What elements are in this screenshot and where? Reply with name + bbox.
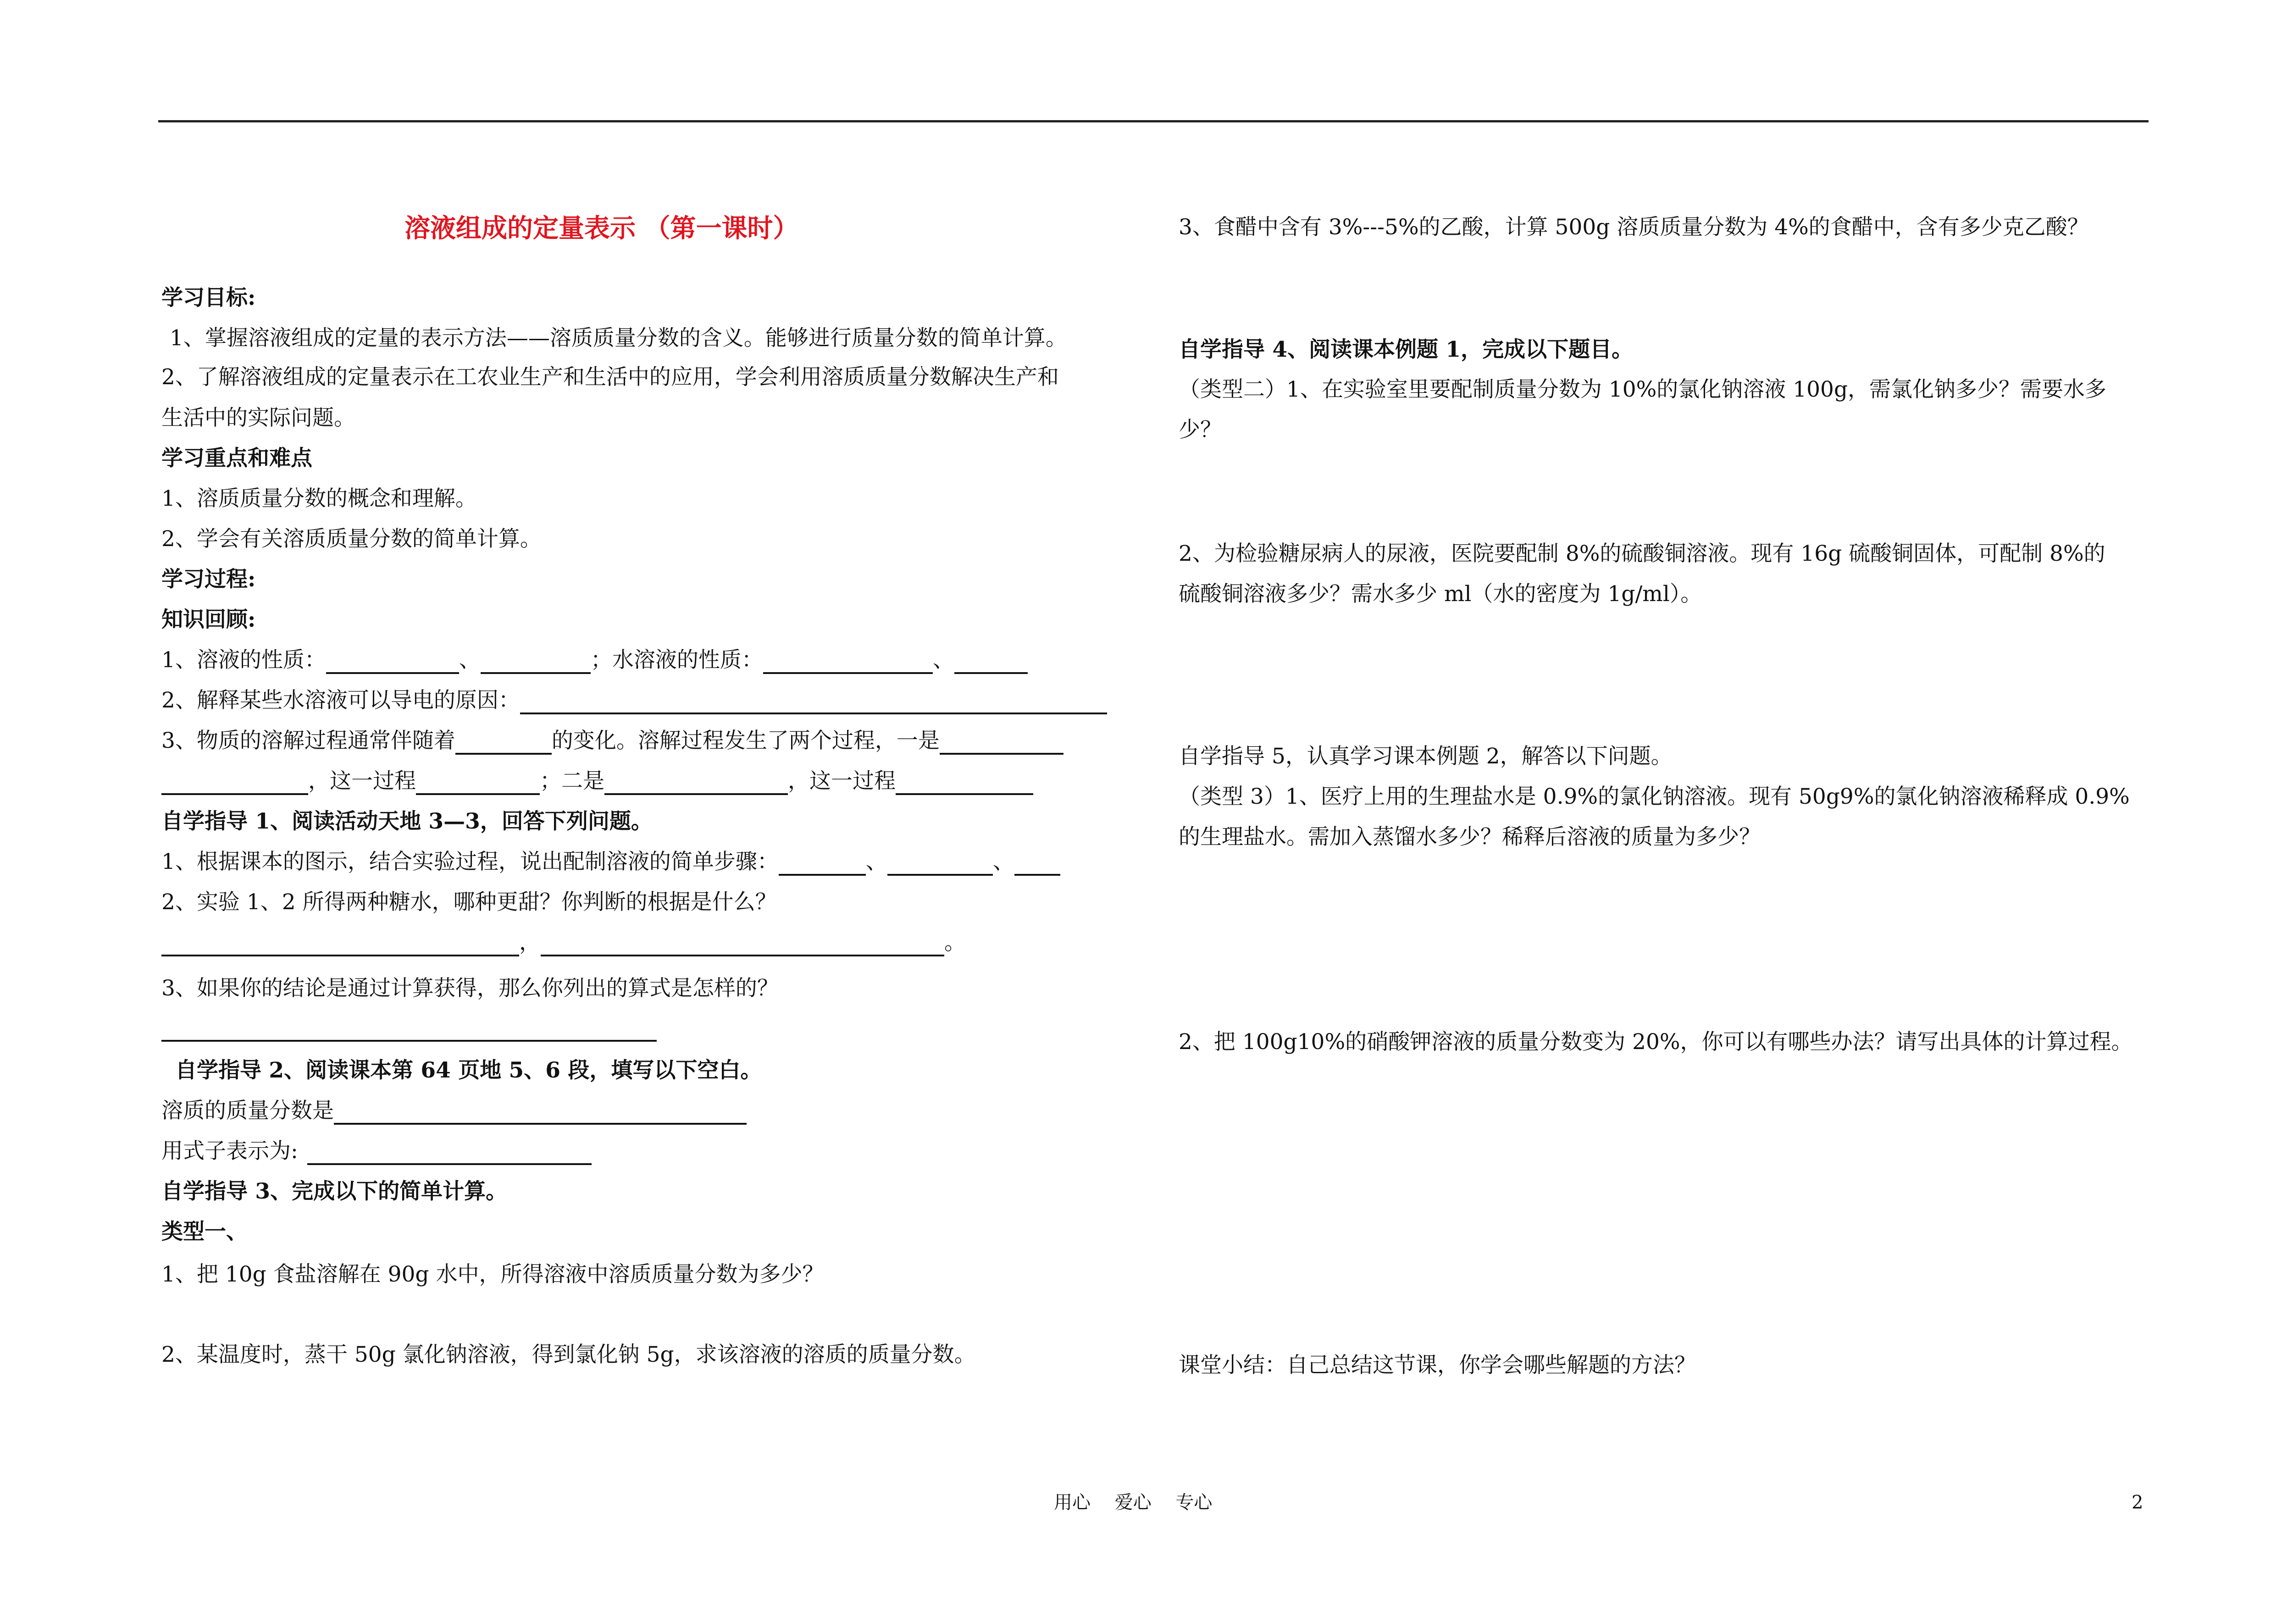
blank-field[interactable] <box>481 651 591 674</box>
guide-3-heading: 自学指导 3、完成以下的简单计算。 <box>161 1179 508 1204</box>
guide-4-q1-line1: （类型二）1、在实验室里要配制质量分数为 10%的氯化钠溶液 100g，需氯化钠多少？需要水多 <box>1179 377 2107 402</box>
objective-1: 1、掌握溶液组成的定量的表示方法——溶质质量分数的含义。能够进行质量分数的简单计算。 <box>170 326 1067 351</box>
objective-2-line1: 2、了解溶液组成的定量表示在工农业生产和生活中的应用，学会利用溶质质量分数解决生产和 <box>161 365 1059 390</box>
separator: 。 <box>944 930 966 955</box>
guide-1-q2-answer <box>161 929 966 956</box>
guide-2-line1-label: 溶质的质量分数是 <box>161 1098 334 1123</box>
guide-1-q3-answer-line[interactable] <box>161 1040 657 1042</box>
blank-field[interactable] <box>455 732 552 755</box>
blank-field[interactable] <box>541 934 944 956</box>
guide-5-q1-line1: （类型 3）1、医疗上用的生理盐水是 0.9%的氯化钠溶液。现有 50g9%的氯化钠溶液稀释成 0.9% <box>1179 784 2130 809</box>
blank-field[interactable] <box>763 651 933 674</box>
type-1-heading: 类型一、 <box>161 1219 248 1244</box>
guide-5-heading: 自学指导 5，认真学习课本例题 2，解答以下问题。 <box>1179 744 1673 769</box>
guide-2-line2-label: 用式子表示为: <box>161 1138 298 1164</box>
blank-field[interactable] <box>954 651 1028 674</box>
guide-4-q2-line1: 2、为检验糖尿病人的尿液，医院要配制 8%的硫酸铜溶液。现有 16g 硫酸铜固体，可配制 8%的 <box>1179 541 2105 566</box>
type-1-q1: 1、把 10g 食盐溶解在 90g 水中，所得溶液中溶质质量分数为多少？ <box>161 1262 824 1287</box>
separator: 、 <box>865 849 887 874</box>
blank-field[interactable] <box>896 772 1033 795</box>
type-1-q2: 2、某温度时，蒸干 50g 氯化钠溶液，得到氯化钠 5g，求该溶液的溶质的质量分数。 <box>161 1342 976 1367</box>
review-3-cont-label: ，这一过程 <box>308 768 416 794</box>
review-1-label-2: ；水溶液的性质： <box>590 647 763 673</box>
blank-field[interactable] <box>520 691 1107 714</box>
review-2 <box>161 687 1107 714</box>
review-heading: 知识回顾: <box>161 607 256 632</box>
guide-5-q2: 2、把 100g10%的硝酸钾溶液的质量分数变为 20%，你可以有哪些办法？请写出具体的计算过程。 <box>1179 1029 2133 1055</box>
separator: ， <box>519 930 541 955</box>
right-q3: 3、食醋中含有 3%---5%的乙酸，计算 500g 溶质质量分数为 4%的食醋中，含有多少克乙酸？ <box>1179 215 2089 240</box>
keypoint-2: 2、学会有关溶质质量分数的简单计算。 <box>161 526 542 552</box>
footer-motto: 用心 爱心 专心 <box>1054 1492 1213 1513</box>
guide-4-q1-line2: 少？ <box>1179 417 1222 442</box>
process-heading: 学习过程: <box>161 567 256 592</box>
review-3-cont-label-2: ；二是 <box>540 768 604 794</box>
separator: 、 <box>992 849 1014 874</box>
class-summary: 课堂小结：自己总结这节课，你学会哪些解题的方法？ <box>1179 1353 1696 1378</box>
blank-field[interactable] <box>940 732 1063 755</box>
guide-2-line2 <box>161 1138 592 1165</box>
guide-1-q1 <box>161 848 1060 876</box>
guide-2-heading: 自学指导 2、阅读课本第 64 页地 5、6 段，填写以下空白。 <box>175 1058 762 1083</box>
review-3-cont <box>161 768 1033 795</box>
blank-field[interactable] <box>779 853 866 876</box>
review-3-label-2: 的变化。溶解过程发生了两个过程，一是 <box>551 728 940 753</box>
guide-1-heading: 自学指导 1、阅读活动天地 3—3，回答下列问题。 <box>161 809 653 834</box>
separator: 、 <box>932 647 954 673</box>
guide-2-line1 <box>161 1097 747 1125</box>
guide-4-q2-line2: 硫酸铜溶液多少？需水多少 ml（水的密度为 1g/ml）。 <box>1179 581 1702 607</box>
objective-2-line2: 生活中的实际问题。 <box>161 405 355 431</box>
blank-field[interactable] <box>887 853 993 876</box>
blank-field[interactable] <box>334 1102 747 1125</box>
objectives-heading: 学习目标: <box>161 285 256 310</box>
page-title: 溶液组成的定量表示 （第一课时） <box>404 213 799 243</box>
separator: 、 <box>459 647 481 673</box>
guide-1-q2: 2、实验 1、2 所得两种糖水，哪种更甜？你判断的根据是什么？ <box>161 889 777 915</box>
review-3 <box>161 727 1063 755</box>
blank-field[interactable] <box>307 1142 592 1165</box>
review-3-label: 3、物质的溶解过程通常伴随着 <box>161 728 455 753</box>
header-rule <box>158 120 2149 122</box>
keypoint-1: 1、溶质质量分数的概念和理解。 <box>161 486 477 511</box>
page-number: 2 <box>2132 1492 2143 1513</box>
guide-1-q3: 3、如果你的结论是通过计算获得，那么你列出的算式是怎样的？ <box>161 976 779 1001</box>
blank-field[interactable] <box>161 934 519 956</box>
review-1-label: 1、溶液的性质： <box>161 647 326 673</box>
blank-field[interactable] <box>1014 853 1060 876</box>
keypoints-heading: 学习重点和难点 <box>161 446 312 471</box>
blank-field[interactable] <box>416 772 540 795</box>
review-1 <box>161 646 1028 674</box>
guide-1-q1-text: 1、根据课本的图示，结合实验过程，说出配制溶液的简单步骤： <box>161 849 779 874</box>
blank-field[interactable] <box>161 772 308 795</box>
review-2-label: 2、解释某些水溶液可以导电的原因： <box>161 688 520 713</box>
review-3-cont-label-3: ，这一过程 <box>788 768 896 794</box>
guide-4-heading: 自学指导 4、阅读课本例题 1，完成以下题目。 <box>1179 337 1634 362</box>
blank-field[interactable] <box>604 772 788 795</box>
blank-field[interactable] <box>326 651 459 674</box>
guide-5-q1-line2: 的生理盐水。需加入蒸馏水多少？稀释后溶液的质量为多少？ <box>1179 824 1761 850</box>
